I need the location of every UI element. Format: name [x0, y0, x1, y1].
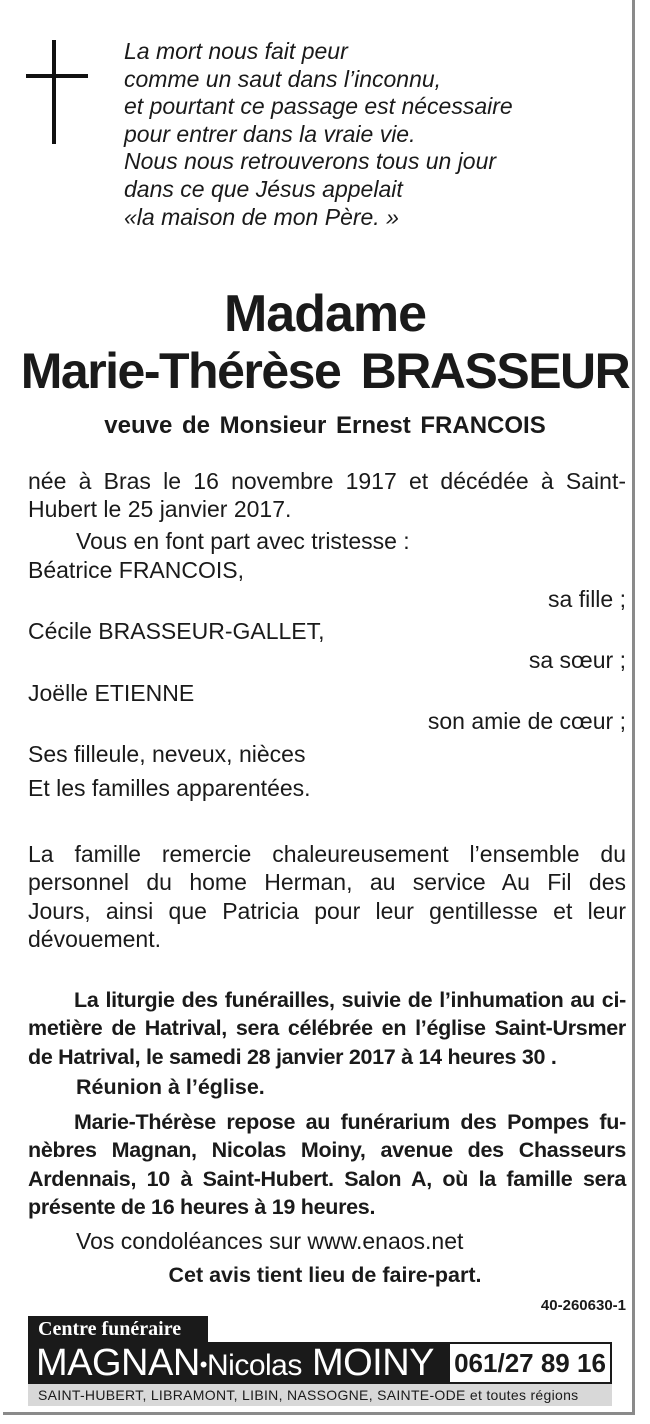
family-member-name: Joëlle ETIENNE: [28, 680, 195, 706]
family-member-name: Cécile BRASSEUR-GALLET,: [28, 618, 325, 644]
rest-line: nèbres Magnan, Nicolas Moiny, avenue des Chasseurs: [28, 1138, 626, 1163]
thanks-line: La famille remercie chaleureusement l’ensemble du: [28, 841, 626, 867]
liturgy-line: La liturgie des funérailles, suivie de l’inhumation au ci-: [74, 988, 626, 1012]
poem-line: et pourtant ce passage est nécessaire: [124, 93, 513, 120]
thanks-paragraph: [28, 840, 626, 953]
birth-death-line: Hubert le 25 janvier 2017.: [28, 496, 292, 522]
rest-line: présente de 16 heures à 19 heures.: [28, 1194, 376, 1219]
reference-number: 40-260630-1: [540, 1297, 626, 1314]
liturgy-paragraph: [28, 986, 626, 1071]
rest-line: Ardennais, 10 à Saint-Hubert. Salon A, où la famille sera: [28, 1166, 626, 1191]
notice-line: Cet avis tient lieu de faire-part.: [168, 1263, 482, 1287]
funeral-home-name-part: MOINY: [311, 1342, 434, 1384]
family-member-relation: son amie de cœur ;: [427, 708, 626, 734]
cross-icon-bar: [26, 74, 88, 78]
poem-line: La mort nous fait peur: [124, 38, 348, 64]
rest-line: Marie-Thérèse repose au funérarium des Pompes fu-: [74, 1110, 626, 1134]
liturgy-line: metière de Hatrival, sera célébrée en l’église Saint-Ursmer: [28, 1016, 626, 1041]
thanks-line: personnel du home Herman, au service Au Fil des: [28, 869, 626, 896]
funeral-home-name-part: Nicolas: [207, 1349, 302, 1382]
funeral-center-label: Centre funéraire: [28, 1316, 208, 1342]
poem-line: dans ce que Jésus appelait: [124, 175, 403, 202]
other-relatives: Ses filleule, neveux, nièces: [28, 741, 306, 767]
cross-icon: [52, 40, 56, 144]
poem: [124, 38, 513, 231]
honorific: Madame: [223, 285, 427, 343]
poem-line: Nous nous retrouverons tous un jour: [124, 148, 497, 175]
family-member-relation: sa sœur ;: [528, 647, 626, 673]
thanks-line: Jours, ainsi que Patricia pour leur gentillesse et leur: [28, 897, 626, 924]
meeting-note: Réunion à l’église.: [76, 1075, 265, 1099]
funeral-home-name: [28, 1342, 448, 1384]
widow-of: veuve de Monsieur Ernest FRANCOIS: [104, 412, 546, 439]
rest-paragraph: [28, 1108, 626, 1221]
poem-line: pour entrer dans la vraie vie.: [124, 120, 416, 147]
poem-line: «la maison de mon Père. »: [124, 203, 399, 230]
locations-list: SAINT-HUBERT, LIBRAMONT, LIBIN, NASSOGNE, SAINTE-ODE: [38, 1387, 466, 1403]
poem-line: comme un saut dans l’inconnu,: [124, 65, 442, 92]
family-member-relation: sa fille ;: [548, 586, 626, 612]
deceased-name: Marie-Thérèse BRASSEUR: [20, 343, 630, 399]
funeral-home-name-part: MAGNAN: [36, 1342, 200, 1384]
locations-suffix: et toutes régions: [469, 1387, 579, 1403]
bullet-icon: •: [199, 1351, 207, 1377]
condolences-line: Vos condoléances sur www.enaos.net: [76, 1228, 464, 1254]
liturgy-line: de Hatrival, le samedi 28 janvier 2017 à 14 heures 30 .: [28, 1044, 557, 1069]
family-member-name: Béatrice FRANCOIS,: [28, 557, 244, 583]
phone-number: 061/27 89 16: [448, 1342, 612, 1384]
thanks-line: dévouement.: [28, 925, 161, 952]
other-relatives: Et les familles apparentées.: [28, 775, 311, 801]
locations-bar: [28, 1384, 612, 1406]
announcement-intro: Vous en font part avec tristesse :: [76, 528, 410, 554]
birth-death-line: née à Bras le 16 novembre 1917 et décédée à Saint-: [28, 468, 626, 494]
